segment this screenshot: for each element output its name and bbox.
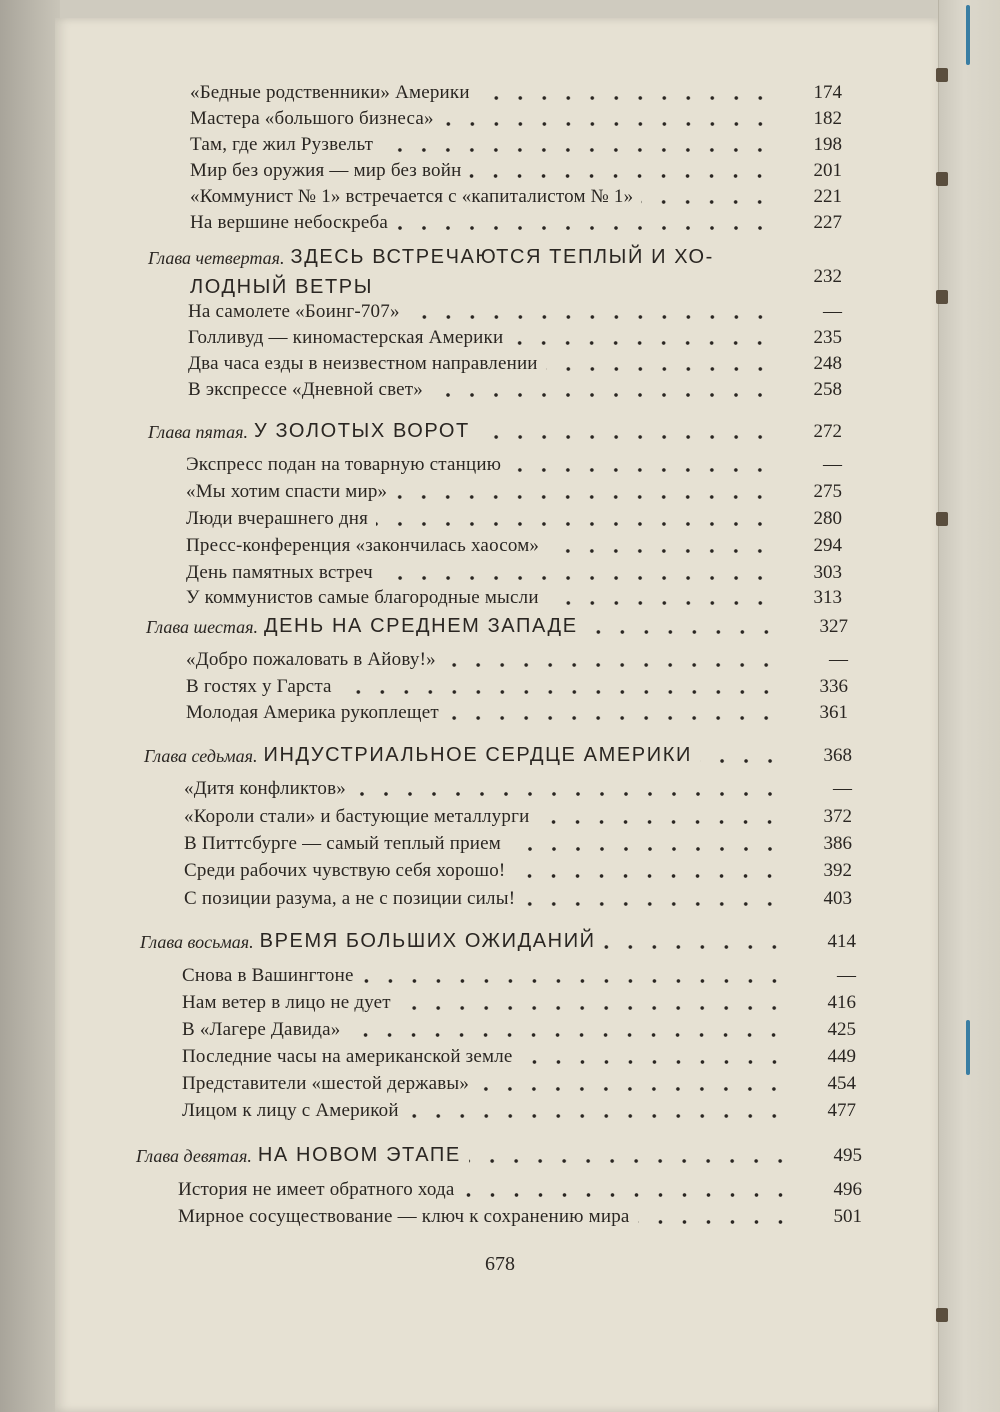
dot-leader — [513, 874, 782, 878]
dot-leader — [521, 1060, 786, 1064]
chapter-prefix: Глава четвертая. — [148, 248, 285, 268]
toc-entry — [188, 297, 842, 323]
entry-page-number: 327 — [819, 616, 848, 637]
entry-title: Представители «шестой державы» — [182, 1073, 470, 1094]
chapter-prefix: Глава восьмая. — [140, 932, 254, 952]
entry-page-number: 372 — [823, 806, 852, 827]
dot-leader — [396, 226, 772, 230]
entry-page-number: 336 — [819, 676, 848, 697]
entry-page-number: 248 — [813, 353, 842, 374]
toc-entry — [188, 349, 842, 375]
chapter-prefix: Глава седьмая. — [144, 746, 258, 766]
toc-entry — [182, 1042, 856, 1068]
dot-leader — [509, 468, 772, 472]
toc-entry — [182, 1096, 856, 1122]
dot-leader — [354, 792, 782, 796]
dot-leader — [547, 601, 772, 605]
toc-entry — [190, 208, 842, 234]
toc-entry — [182, 961, 856, 987]
entry-page-number: 454 — [827, 1073, 856, 1094]
chapter-title: У ЗОЛОТЫХ ВОРОТ — [254, 420, 470, 442]
dot-leader — [511, 341, 772, 345]
toc-entry — [182, 1015, 856, 1041]
entry-page-number: 303 — [813, 562, 842, 583]
entry-page-number: — — [833, 778, 852, 799]
entry-title: Мастера «большого бизнеса» — [190, 108, 434, 129]
toc-entry — [186, 645, 848, 671]
entry-title: У коммунистов самые благородные мысли — [186, 587, 539, 608]
entry-page-number: 392 — [823, 860, 852, 881]
entry-title: В гостях у Гарста — [186, 676, 332, 697]
entry-title: Последние часы на американской земле — [182, 1046, 513, 1067]
dot-leader — [604, 945, 786, 949]
entry-title: Там, где жил Рузвельт — [190, 134, 374, 155]
entry-title: «Мы хотим спасти мир» — [186, 481, 388, 502]
entry-title: День памятных встреч — [186, 562, 373, 583]
dot-leader — [381, 148, 772, 152]
entry-title: Мир без оружия — мир без войн — [190, 160, 462, 181]
entry-page-number: 425 — [827, 1019, 856, 1040]
entry-page-number: 477 — [827, 1100, 856, 1121]
entry-page-number: 414 — [827, 931, 856, 952]
entry-page-number: 272 — [813, 421, 842, 442]
toc-entry — [182, 988, 856, 1014]
entry-title: Молодая Америка рукоплещет — [186, 702, 439, 723]
dot-leader — [469, 174, 772, 178]
dot-leader — [547, 549, 772, 553]
entry-title: Лицом к лицу с Америкой — [182, 1100, 399, 1121]
chapter-title: ЗДЕСЬ ВСТРЕЧАЮТСЯ ТЕПЛЫЙ И ХО- — [290, 246, 714, 268]
entry-title: С позиции разума, а не с позиции силы! — [184, 888, 516, 909]
dot-leader — [700, 759, 782, 763]
toc-entry — [178, 1175, 862, 1201]
dot-leader — [469, 1159, 792, 1163]
entry-page-number: 227 — [813, 212, 842, 233]
dot-leader — [407, 1114, 786, 1118]
toc-entry — [184, 774, 852, 800]
entry-page-number: 221 — [813, 186, 842, 207]
chapter-prefix: Глава шестая. — [146, 617, 258, 637]
dot-leader — [444, 663, 778, 667]
chapter-heading — [146, 612, 848, 638]
dot-leader — [586, 630, 778, 634]
entry-title: В Питтсбурге — самый теплый прием — [184, 833, 502, 854]
dot-leader — [381, 576, 772, 580]
entry-page-number: 235 — [813, 327, 842, 348]
dot-leader — [395, 495, 772, 499]
toc-entry — [184, 856, 852, 882]
entry-page-number: — — [823, 301, 842, 322]
toc-entry — [188, 323, 842, 349]
toc-entry — [186, 698, 848, 724]
chapter-heading — [148, 417, 842, 443]
entry-page-number: 361 — [819, 702, 848, 723]
entry-page-number: — — [829, 649, 848, 670]
toc-entry — [184, 802, 852, 828]
entry-title: Два часа езды в неизвестном направлении — [188, 353, 538, 374]
toc-entry — [184, 829, 852, 855]
dot-leader — [509, 847, 782, 851]
toc-entry — [186, 531, 842, 557]
entry-page-number: 386 — [823, 833, 852, 854]
dot-leader — [546, 367, 772, 371]
entry-title: Голливуд — киномастерская Америки — [188, 327, 504, 348]
toc-entry — [178, 1202, 862, 1228]
chapter-title: ВРЕМЯ БОЛЬШИХ ОЖИДАНИЙ — [259, 930, 596, 952]
entry-page-number: 496 — [833, 1179, 862, 1200]
dot-leader — [376, 522, 772, 526]
entry-page-number: 313 — [813, 587, 842, 608]
dot-leader — [340, 690, 778, 694]
toc-entry — [190, 78, 842, 104]
entry-title: Экспресс подан на товарную станцию — [186, 454, 502, 475]
dot-leader — [641, 200, 772, 204]
entry-page-number: 449 — [827, 1046, 856, 1067]
chapter-prefix: Глава пятая. — [148, 422, 248, 442]
toc-entry — [186, 477, 842, 503]
toc-entry — [186, 558, 842, 584]
entry-page-number: 501 — [833, 1206, 862, 1227]
entry-page-number: 201 — [813, 160, 842, 181]
entry-title: Среди рабочих чувствую себя хорошо! — [184, 860, 506, 881]
toc-entry — [190, 156, 842, 182]
dot-leader — [638, 1220, 792, 1224]
entry-title: Пресс-конференция «закончилась хаосом» — [186, 535, 540, 556]
entry-title: Мирное сосуществование — ключ к сохранению мира — [178, 1206, 630, 1227]
dot-leader — [399, 1006, 786, 1010]
entry-page-number: 403 — [823, 888, 852, 909]
entry-page-number: 174 — [813, 82, 842, 103]
entry-title: В «Лагере Давида» — [182, 1019, 341, 1040]
chapter-title: ДЕНЬ НА СРЕДНЕМ ЗАПАДЕ — [263, 615, 578, 637]
chapter-title: ИНДУСТРИАЛЬНОЕ СЕРДЦЕ АМЕРИКИ — [263, 744, 692, 766]
entry-page-number: 182 — [813, 108, 842, 129]
dot-leader — [523, 902, 782, 906]
entry-title: Снова в Вашингтоне — [182, 965, 354, 986]
chapter-heading — [140, 927, 856, 953]
dot-leader — [408, 315, 772, 319]
dot-leader — [478, 435, 772, 439]
toc-entry — [186, 504, 842, 530]
entry-title: На вершине небоскреба — [190, 212, 388, 233]
chapter-title: НА НОВОМ ЭТАПЕ — [257, 1144, 461, 1166]
dot-leader — [447, 716, 778, 720]
entry-page-number: 294 — [813, 535, 842, 556]
dot-leader — [362, 979, 786, 983]
dot-leader — [442, 122, 772, 126]
toc-entry — [188, 375, 842, 401]
dot-leader — [431, 393, 772, 397]
entry-page-number: 198 — [813, 134, 842, 155]
entry-page-number: 275 — [813, 481, 842, 502]
entry-title: Нам ветер в лицо не дует — [182, 992, 391, 1013]
chapter-heading — [144, 741, 852, 767]
dot-leader — [348, 1033, 786, 1037]
entry-title: «Добро пожаловать в Айову!» — [186, 649, 436, 670]
entry-title: «Короли стали» и бастующие металлурги — [184, 806, 530, 827]
entry-page-number: 368 — [823, 745, 852, 766]
page-number: 678 — [485, 1253, 515, 1275]
toc-entry — [190, 182, 842, 208]
entry-title: В экспрессе «Дневной свет» — [188, 379, 423, 400]
toc-entry — [186, 450, 842, 476]
entry-page-number: 495 — [833, 1145, 862, 1166]
dot-leader — [537, 820, 782, 824]
entry-title: Люди вчерашнего дня — [186, 508, 369, 529]
entry-page-number: 416 — [827, 992, 856, 1013]
entry-title: «Бедные родственники» Америки — [190, 82, 470, 103]
chapter-heading — [148, 243, 780, 269]
toc-entry — [186, 583, 842, 609]
entry-title: «Коммунист № 1» встречается с «капиталистом № 1» — [190, 186, 634, 207]
toc-entry — [190, 130, 842, 156]
entry-page-number: 280 — [813, 508, 842, 529]
toc-entry — [182, 1069, 856, 1095]
entry-page-number: 258 — [813, 379, 842, 400]
entry-title: На самолете «Боинг-707» — [188, 301, 400, 322]
toc-entry — [186, 672, 848, 698]
entry-page-number: — — [823, 454, 842, 475]
chapter-heading — [136, 1141, 862, 1167]
toc-entry — [190, 104, 842, 130]
entry-page-number: 232 — [813, 266, 842, 287]
toc-entry — [184, 884, 852, 910]
entry-title: «Дитя конфликтов» — [184, 778, 346, 799]
dot-leader — [478, 96, 772, 100]
entry-title: История не имеет обратного хода — [178, 1179, 455, 1200]
dot-leader — [477, 1087, 786, 1091]
dot-leader — [463, 1193, 792, 1197]
entry-page-number: — — [837, 965, 856, 986]
chapter-title-continuation: ЛОДНЫЙ ВЕТРЫ — [190, 276, 374, 298]
chapter-prefix: Глава девятая. — [136, 1146, 252, 1166]
